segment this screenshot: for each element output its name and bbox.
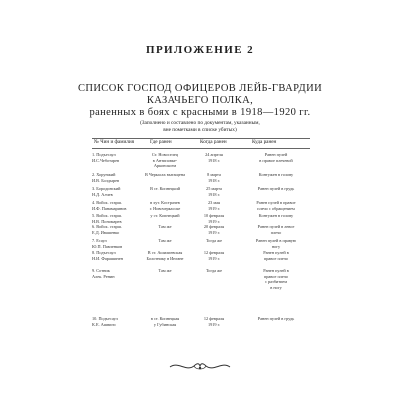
table-cell-place: в хут. Кострачев <box>150 200 180 205</box>
table-cell-place: у ст. Копнецкий <box>150 213 180 218</box>
table-cell-place: Арконскоем <box>153 163 177 169</box>
table-cell-date: Тогда же <box>206 238 222 243</box>
table-cell-name: И.В. Болдырев <box>92 177 120 183</box>
table-cell-place: Там же <box>158 224 172 229</box>
table-cell-wound: в ногу <box>270 284 282 290</box>
header-name: № Чин и фамилия <box>94 139 135 145</box>
table-cell-date: 12 февраля <box>203 316 225 321</box>
table-cell-wound: в правое плечевой <box>259 157 293 163</box>
table-cell-place: В ст. Копнецкий <box>150 186 180 191</box>
appendix-heading: ПРИЛОЖЕНИЕ 2 <box>145 44 255 56</box>
table-cell-name: 6. Войск. старш. <box>92 224 123 229</box>
table-cell-date: 12 февраля <box>203 250 225 255</box>
table-cell-wound: Ранен пулей в грудь <box>257 316 295 321</box>
table-cell-date: 1918 г. <box>207 157 221 163</box>
table-cell-name: 2. Хорунжий <box>92 172 116 177</box>
table-cell-name: 4. Войск. старш. <box>92 200 123 205</box>
table-cell-date: 23 мая <box>208 200 220 205</box>
header-place: Где ранен <box>150 139 172 145</box>
table-cell-wound: плечо с обращением <box>257 205 295 211</box>
decorative-flourish <box>168 358 232 374</box>
list-title-line-2: КАЗАЧЬЕГО ПОЛКА, <box>146 95 254 106</box>
table-cell-wound: с разбитием <box>264 279 288 285</box>
table-cell-date: 1919 г. <box>207 321 221 327</box>
table-cell-name: Н.Д. Алчев <box>92 191 113 197</box>
table-cell-name: Е.Д. Ивашенко <box>92 229 120 235</box>
table-cell-place: Там же <box>158 238 172 243</box>
table-cell-wound: Ранен пулей <box>264 152 288 157</box>
table-cell-name: 3. Бородинский <box>92 186 121 191</box>
table-cell-name: 8. Подъесаул <box>92 250 116 255</box>
table-cell-wound: Ранен пулей в <box>263 250 289 255</box>
table-cell-name: Ю.П. Павленков <box>92 243 123 249</box>
table-cell-wound: ногу <box>271 243 281 249</box>
table-cell-place: в Антиповке- <box>152 157 178 163</box>
table-cell-name: Н.В. Пономарев <box>92 218 122 224</box>
table-cell-wound: Ранен пулей в грудь <box>257 186 295 191</box>
table-cell-place: г. Новочеркасске <box>149 205 181 211</box>
header-wound: Куда ранен <box>252 139 277 145</box>
table-cell-place: Ст. Новоселец <box>151 152 179 157</box>
table-cell-date: 1919 г. <box>207 205 221 211</box>
list-title-line-1: СПИСОК ГОСПОД ОФИЦЕРОВ ЛЕЙБ-ГВАРДИИ <box>77 83 323 94</box>
table-cell-name: И.С.Чеботарев <box>92 157 120 163</box>
table-cell-date: 24 апреля <box>205 152 223 157</box>
table-cell-wound: Ранен пулей в левое <box>257 224 295 229</box>
table-cell-name: Алек. Ренин <box>92 273 115 279</box>
table-cell-date: 25 марта <box>206 186 222 191</box>
table-cell-name: И.Ф. Панамаринов <box>92 205 127 211</box>
table-cell-name: 9. Сотник <box>92 268 110 273</box>
table-cell-wound: Ранен пулей в правое <box>256 200 296 205</box>
table-cell-wound: Контужен в голову <box>258 172 294 177</box>
table-cell-wound: правое плечо <box>263 255 289 261</box>
table-cell-date: 8 марта <box>207 172 221 177</box>
table-cell-place: в ст. Копнецкая <box>150 316 180 321</box>
table-cell-place: Болотнику в Ингане <box>146 255 184 261</box>
table-cell-name: 5. Войск. старш. <box>92 213 123 218</box>
table-cell-name: 7. Есаул <box>92 238 107 243</box>
table-cell-name: 1. Подъесаул <box>92 152 116 157</box>
table-header-rule <box>92 148 310 149</box>
table-cell-date: 1918 г. <box>207 191 221 197</box>
table-cell-place: у Губинская <box>153 321 177 327</box>
table-cell-date: 20 февраля <box>203 224 225 229</box>
header-date: Когда ранен <box>200 139 227 145</box>
table-cell-wound: Ранен пулей в <box>263 268 289 273</box>
table-cell-date: Тогда же <box>206 268 222 273</box>
table-top-rule <box>92 138 310 139</box>
table-cell-date: 10 февраля <box>203 213 225 218</box>
table-cell-date: 1919 г. <box>207 229 221 235</box>
note-line-2: вне пометками в списке убитых) <box>163 127 237 133</box>
table-cell-date: 1918 г. <box>207 177 221 183</box>
table-cell-wound: плечо <box>270 229 282 235</box>
table-cell-date: 1919 г. <box>207 218 221 224</box>
table-cell-wound: Контужен в голову <box>258 213 294 218</box>
note-line-1: (Заполнено и составлено по документам, указанным, <box>140 120 260 126</box>
table-cell-name: Н.И. Фарашинен <box>92 255 123 261</box>
table-cell-place: Там же <box>158 268 172 273</box>
table-cell-wound: Ранен пулей в правую <box>255 238 297 243</box>
table-cell-name: К.Е. Ашвиги <box>92 321 116 327</box>
table-cell-place: В ст. Ашилиевская <box>147 250 183 255</box>
list-title-line-3: раненных в боях с красными в 1918—1920 гг. <box>89 107 311 118</box>
table-header <box>0 139 400 147</box>
table-cell-place: В Черкасах вытащена <box>145 172 185 177</box>
table-cell-name: 10. Подъесаул <box>92 316 118 321</box>
table-cell-date: 1919 г. <box>207 255 221 261</box>
table-cell-wound: правое плечо <box>263 273 289 279</box>
